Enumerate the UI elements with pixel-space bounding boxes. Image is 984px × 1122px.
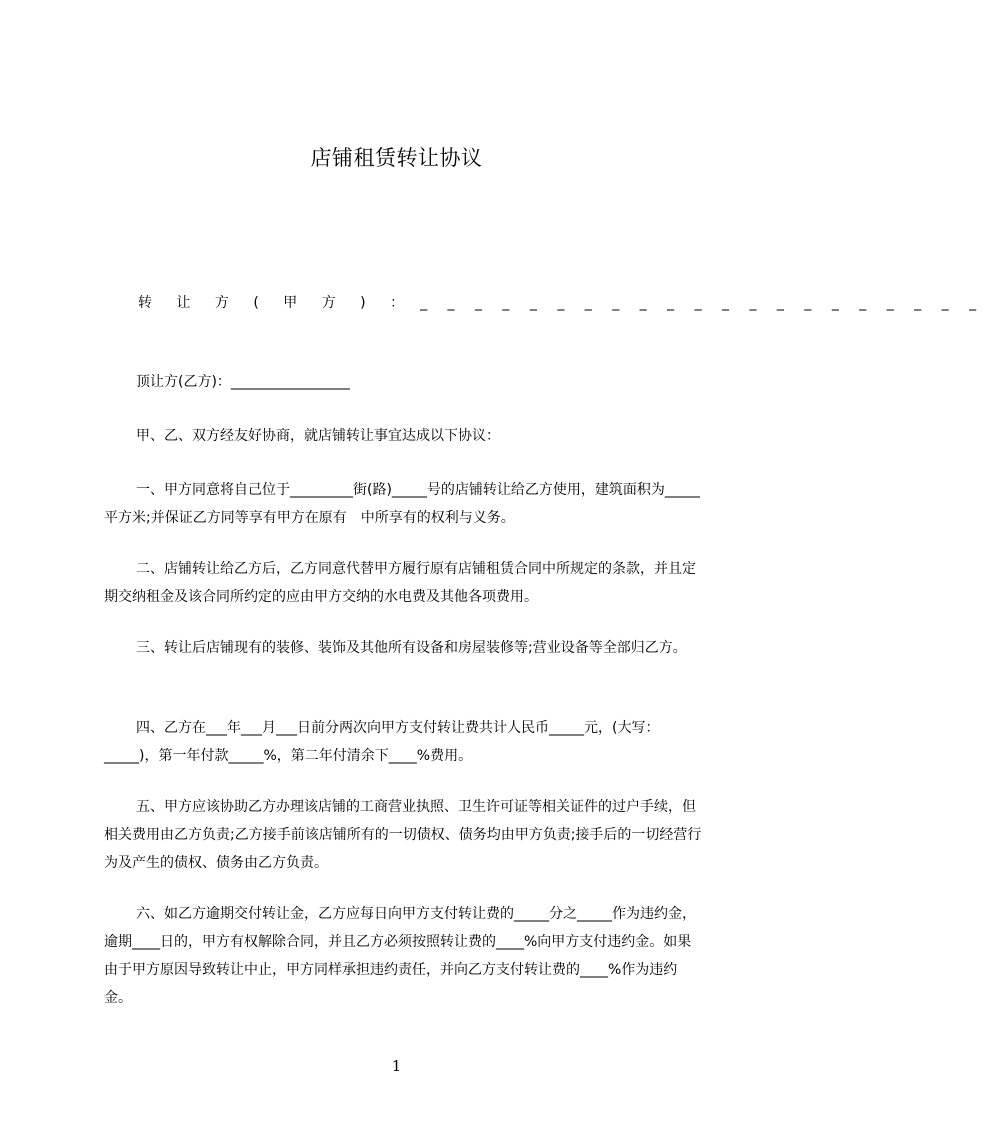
- clause-6: 六、如乙方逾期交付转让金，乙方应每日向甲方支付转让费的_____分之_____作为违约金，逾期____日的，甲方有权解除合同，并且乙方必须按照转让费的____%向甲方支付违约金。如果由于甲方原因导致转让中止，甲方同样承担违约责任，并向乙方支付转让费的____%作为违约金。: [104, 906, 696, 1006]
- page-number: 1: [391, 1057, 402, 1075]
- intro-text: 甲、乙、双方经友好协商，就店铺转让事宜达成以下协议：: [136, 428, 500, 444]
- party-a-label: 转 让 方 ( 甲 方 ) ：: [138, 295, 415, 311]
- clause-3: 三、转让后店铺现有的装修、装饰及其他所有设备和房屋装修等;营业设备等全部归乙方。: [136, 640, 687, 656]
- clause-1: 一、甲方同意将自己位于_________街(路)_____号的店铺转让给乙方使用，建筑面积为_____平方米;并保证乙方同等享有甲方在原有 中所享有的权利与义务。: [104, 482, 700, 526]
- clause-2: 二、店铺转让给乙方后，乙方同意代替甲方履行原有店铺租赁合同中所规定的条款，并且定期交纳租金及该合同所约定的应由甲方交纳的水电费及其他各项费用。: [104, 561, 696, 605]
- document-title: 店铺租赁转让协议: [310, 146, 483, 170]
- party-a-line: [138, 294, 984, 312]
- party-b-line: 顶让方(乙方)：_________________: [136, 374, 350, 390]
- clause-4: 四、乙方在___年___月___日前分两次向甲方支付转让费共计人民币_____元，(大写：_____)，第一年付款_____%，第二年付清余下____%费用。: [104, 720, 660, 764]
- clause-5: 五、甲方应该协助乙方办理该店铺的工商营业执照、卫生许可证等相关证件的过户手续，但相关费用由乙方负责;乙方接手前该店铺所有的一切债权、债务均由甲方负责;接手后的一切经营行为及产生的债权、债务由乙方负责。: [104, 799, 702, 871]
- party-a-blank: _ _ _ _ _ _ _ _ _ _ _ _ _ _ _ _ _ _ _ _ _: [420, 295, 984, 311]
